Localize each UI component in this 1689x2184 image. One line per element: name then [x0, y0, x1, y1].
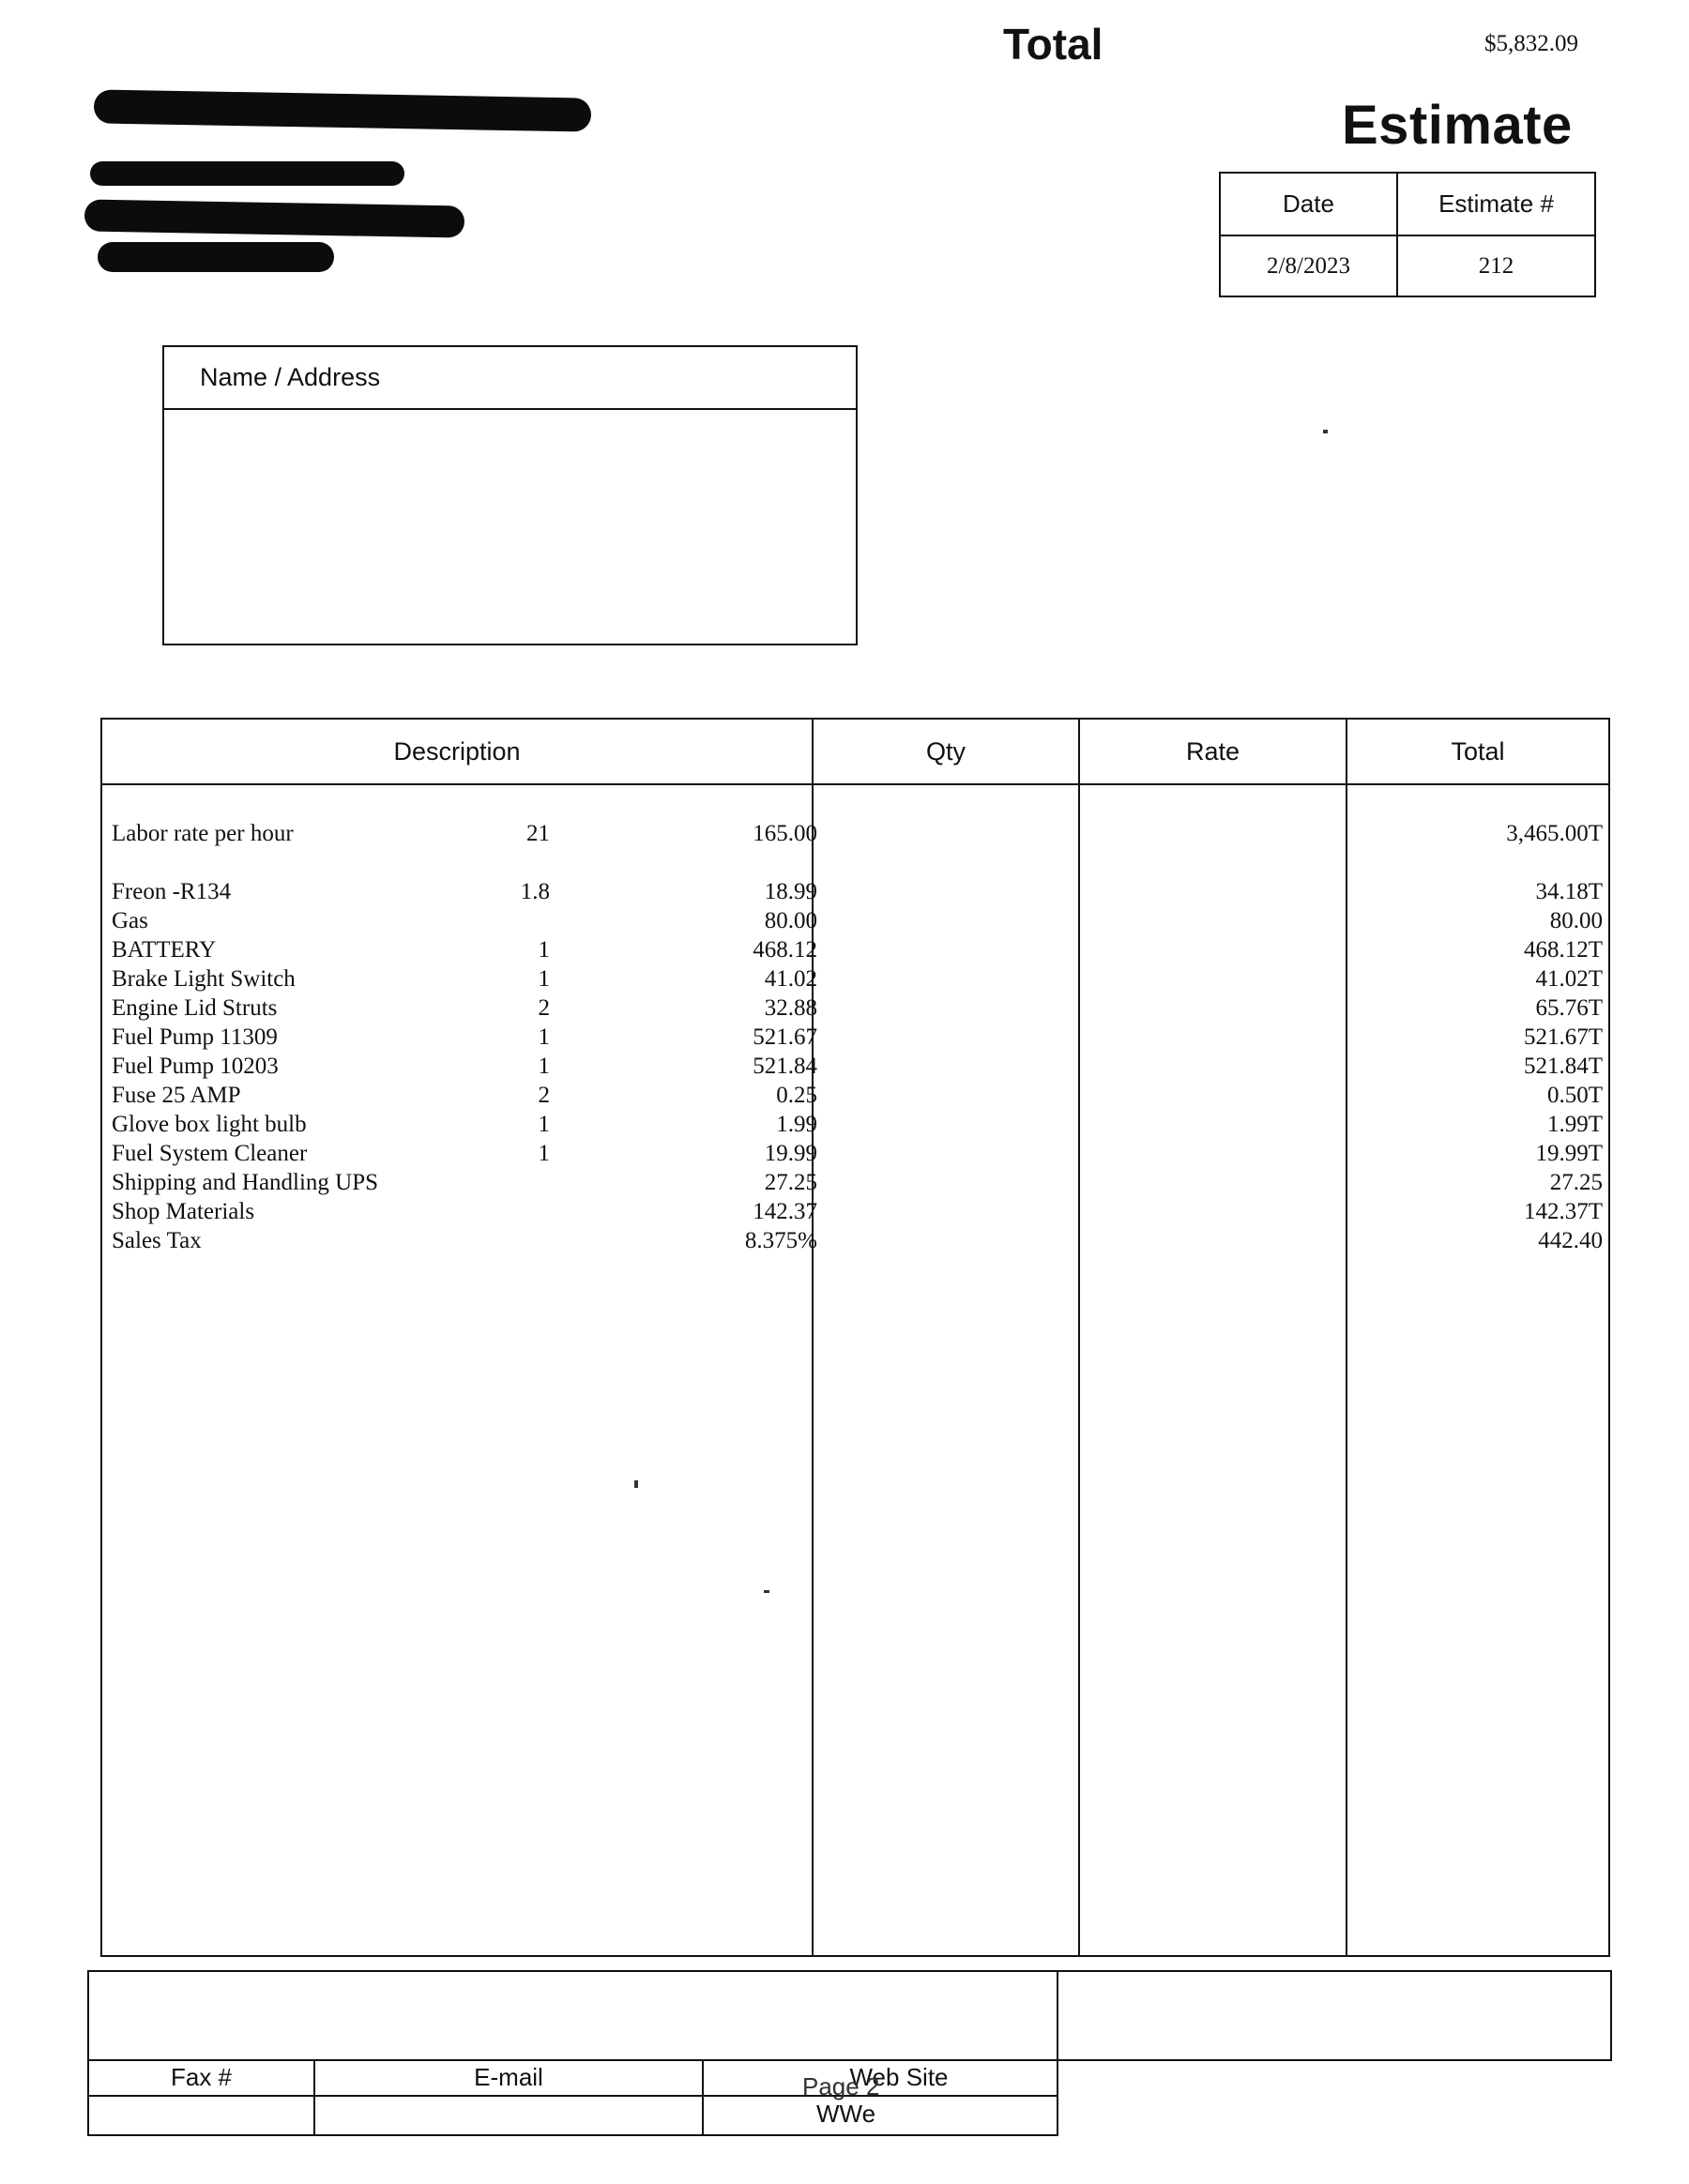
item-qty: 1 — [538, 937, 550, 963]
item-description: Engine Lid Struts — [112, 995, 278, 1021]
item-total: 34.18T — [1535, 879, 1603, 904]
item-rate: 521.67 — [753, 1024, 817, 1050]
item-description: Fuse 25 AMP — [112, 1083, 241, 1108]
item-total: 3,465.00T — [1506, 821, 1603, 846]
item-rate: 32.88 — [764, 995, 817, 1021]
item-description: Shop Materials — [112, 1199, 255, 1224]
total-value: $5,832.09 — [1484, 30, 1578, 56]
item-description: Brake Light Switch — [112, 966, 296, 992]
item-qty: 1 — [538, 966, 550, 992]
footer-header-rule — [89, 2095, 1057, 2097]
item-qty: 1 — [538, 1054, 550, 1079]
item-total: 521.84T — [1523, 1054, 1603, 1079]
item-qty: 2 — [538, 995, 550, 1021]
item-rate: 19.99 — [764, 1141, 817, 1166]
description-header: Description — [393, 736, 521, 766]
scan-speck — [764, 1590, 769, 1593]
table-header-rule — [102, 783, 1608, 785]
estimate-number-header: Estimate # — [1438, 190, 1554, 218]
rate-header: Rate — [1185, 736, 1240, 766]
item-description: Shipping and Handling UPS — [112, 1170, 379, 1195]
item-qty: 2 — [538, 1083, 550, 1108]
item-total: 41.02T — [1535, 966, 1603, 992]
document-title: Estimate — [1342, 95, 1573, 156]
table-row — [102, 1110, 1608, 1139]
page-number: Page 2 — [802, 2072, 880, 2101]
item-rate: 468.12 — [753, 937, 817, 963]
item-total: 0.50T — [1546, 1083, 1603, 1108]
table-row — [102, 1226, 1608, 1255]
estimate-info-box — [1219, 172, 1596, 297]
date-header: Date — [1283, 190, 1334, 218]
item-rate: 27.25 — [764, 1170, 817, 1195]
item-rate: 142.37 — [753, 1199, 817, 1224]
total-header: Total — [1451, 736, 1505, 766]
item-total: 65.76T — [1535, 995, 1603, 1021]
item-qty: 1 — [538, 1024, 550, 1050]
total-label: Total — [1003, 19, 1103, 68]
line-items-table — [100, 718, 1610, 1957]
item-rate: 165.00 — [753, 821, 817, 846]
scan-speck — [1323, 430, 1328, 433]
table-row — [102, 906, 1608, 935]
contact-footer — [87, 2059, 1058, 2136]
item-total: 27.25 — [1549, 1170, 1603, 1195]
redacted-company-name — [94, 89, 592, 131]
fax-header: Fax # — [170, 2062, 233, 2091]
name-address-box — [162, 345, 858, 645]
item-description: Glove box light bulb — [112, 1112, 307, 1137]
website-header: Web Site — [849, 2062, 949, 2091]
table-row — [102, 877, 1608, 906]
item-rate: 41.02 — [764, 966, 817, 992]
qty-header: Qty — [925, 736, 966, 766]
item-qty: 1 — [538, 1141, 550, 1166]
table-row — [102, 1197, 1608, 1226]
item-rate: 0.25 — [776, 1083, 817, 1108]
name-address-header: Name / Address — [164, 347, 856, 410]
item-qty: 21 — [526, 821, 550, 846]
item-qty: 1 — [538, 1112, 550, 1137]
item-description: Gas — [112, 908, 148, 933]
table-row — [102, 964, 1608, 993]
table-row — [102, 1168, 1608, 1197]
item-description: Fuel Pump 11309 — [112, 1024, 278, 1050]
item-total: 19.99T — [1535, 1141, 1603, 1166]
item-description: Sales Tax — [112, 1228, 202, 1253]
item-rate: 521.84 — [753, 1054, 817, 1079]
item-total: 142.37T — [1523, 1199, 1603, 1224]
table-row — [102, 993, 1608, 1023]
item-rate: 80.00 — [764, 908, 817, 933]
table-row — [102, 819, 1608, 848]
estimate-number: 212 — [1478, 252, 1514, 279]
item-description: Freon -R134 — [112, 879, 232, 904]
item-total: 80.00 — [1549, 908, 1603, 933]
item-rate: 18.99 — [764, 879, 817, 904]
item-rate: 1.99 — [776, 1112, 817, 1137]
total-box — [87, 1970, 1612, 2061]
item-total: 442.40 — [1538, 1228, 1603, 1253]
table-row — [102, 1139, 1608, 1168]
item-description: Fuel Pump 10203 — [112, 1054, 279, 1079]
redacted-street-address — [90, 161, 404, 186]
item-rate: 8.375% — [744, 1228, 817, 1253]
item-total: 468.12T — [1523, 937, 1603, 963]
item-description: BATTERY — [112, 937, 217, 963]
item-description: Labor rate per hour — [112, 821, 294, 846]
item-total: 521.67T — [1523, 1024, 1603, 1050]
table-row — [102, 1052, 1608, 1081]
table-row — [102, 1081, 1608, 1110]
table-row — [102, 1023, 1608, 1052]
redacted-phone — [98, 242, 334, 272]
website-value: WWe — [816, 2100, 876, 2128]
item-qty: 1.8 — [520, 879, 550, 904]
total-box-divider — [1057, 1972, 1058, 2059]
estimate-date: 2/8/2023 — [1267, 252, 1350, 279]
email-header: E-mail — [474, 2062, 543, 2091]
scan-speck — [634, 1480, 638, 1488]
redacted-city-line — [84, 199, 465, 237]
item-total: 1.99T — [1546, 1112, 1603, 1137]
table-row — [102, 935, 1608, 964]
item-description: Fuel System Cleaner — [112, 1141, 308, 1166]
